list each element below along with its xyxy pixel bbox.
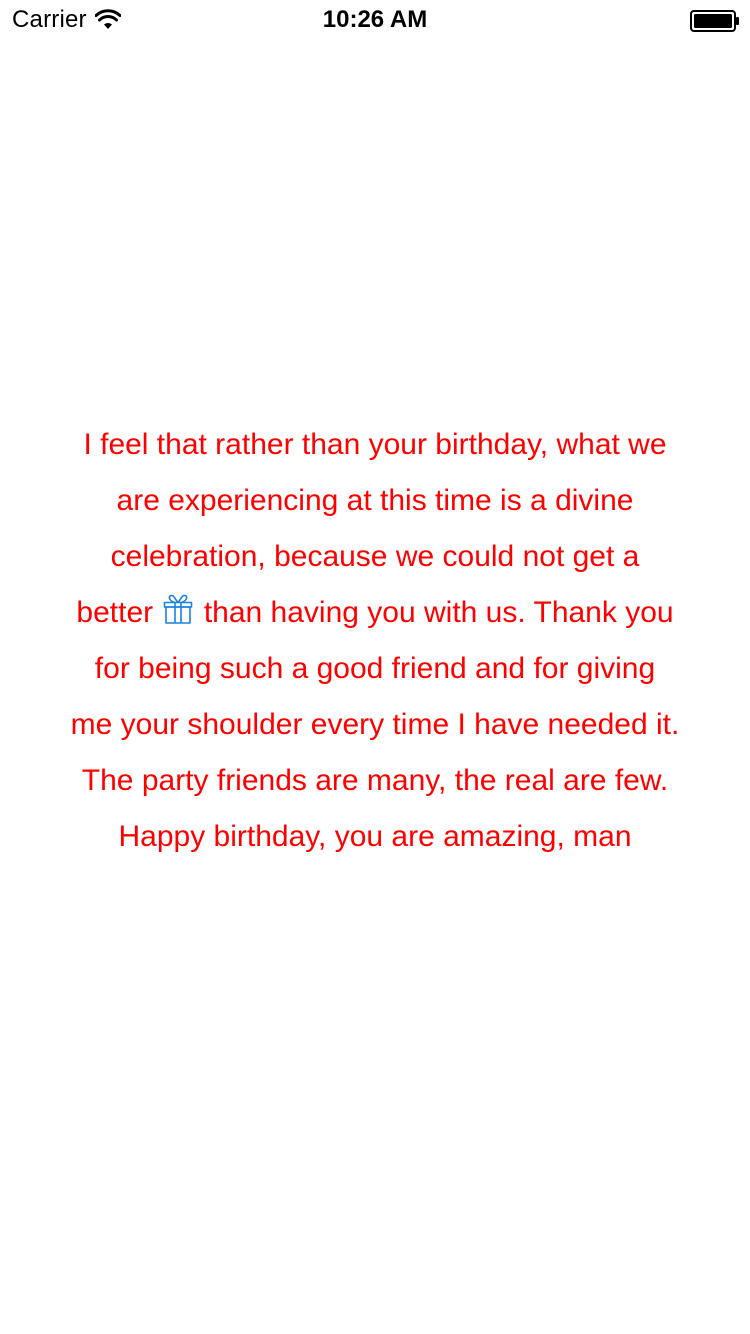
gift-icon (163, 593, 193, 625)
carrier-label: Carrier (12, 6, 87, 33)
battery-icon (690, 10, 740, 32)
status-time: 10:26 AM (322, 6, 428, 33)
message-text-part-1: I feel that rather than your birthday, what we are experiencing at this time is a divine celebration, because we could not get a better (76, 428, 667, 629)
status-bar (0, 0, 750, 40)
birthday-message (70, 417, 680, 865)
message-text-part-2: than having you with us. Thank you for being such a good friend and for giving me your shoulder every time I have needed it. The party friends are many, the real are few. Happy birthday, you are amazing, man (70, 596, 680, 853)
